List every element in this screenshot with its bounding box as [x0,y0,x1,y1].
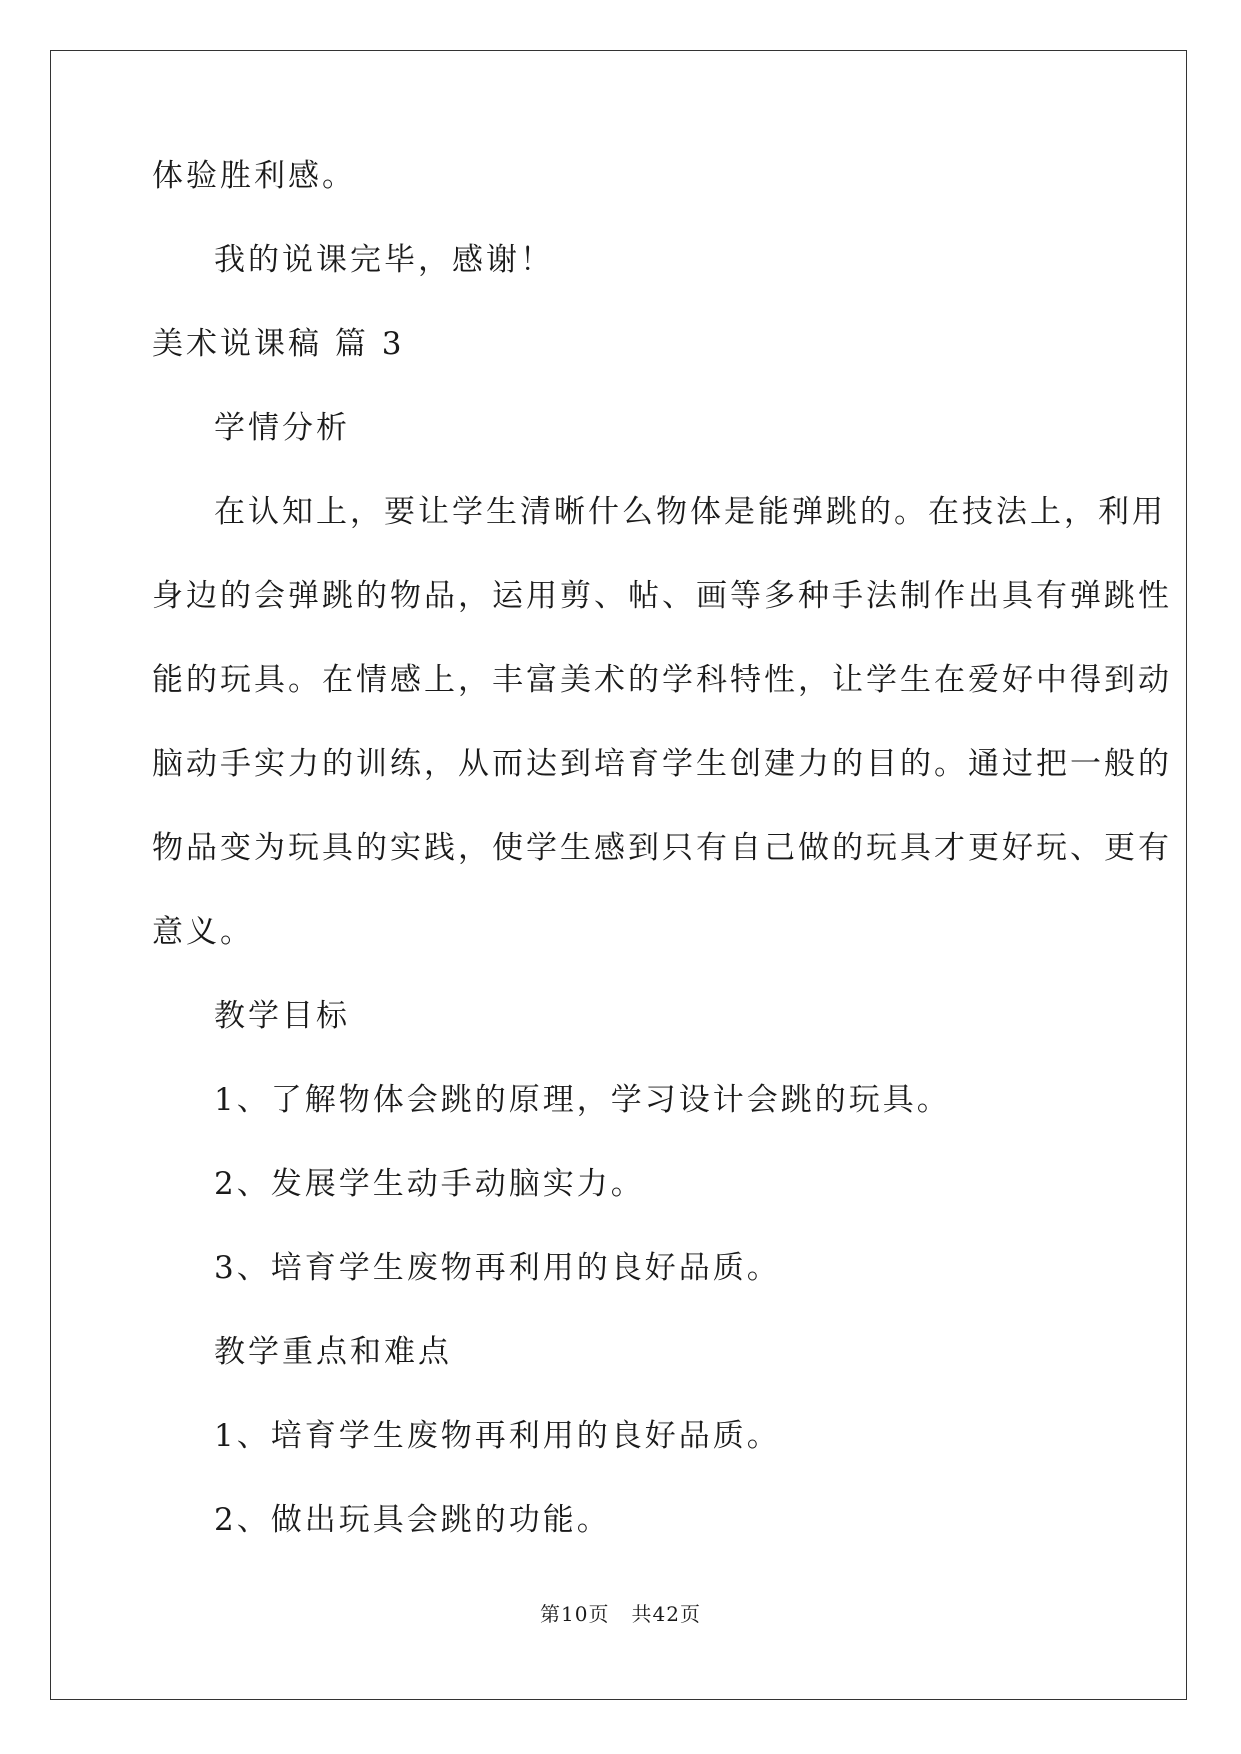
list-item: 2、做出玩具会跳的功能。 [214,1502,611,1538]
page-number-suffix: 页 [588,1602,610,1626]
subheading-key-points: 教学重点和难点 [214,1334,452,1370]
list-item: 2、发展学生动手动脑实力。 [214,1166,645,1202]
section-title: 美术说课稿 篇 3 [152,326,405,362]
subheading-learning-analysis: 学情分析 [214,410,350,446]
list-item: 1、培育学生废物再利用的良好品质。 [214,1418,781,1454]
total-pages: 42 [652,1602,680,1626]
closing-remark: 我的说课完毕，感谢！ [214,242,554,278]
page-number: 10 [561,1602,589,1626]
page-number-prefix: 第 [540,1602,561,1626]
page-footer [0,1600,1241,1628]
paragraph-line: 能的玩具。在情感上，丰富美术的学科特性，让学生在爱好中得到动 [152,662,1172,698]
paragraph-line: 意义。 [152,914,254,950]
list-item: 3、培育学生废物再利用的良好品质。 [214,1250,781,1286]
subheading-teaching-goals: 教学目标 [214,998,350,1034]
total-pages-prefix: 共 [631,1602,653,1626]
paragraph-line: 脑动手实力的训练，从而达到培育学生创建力的目的。通过把一般的 [152,746,1172,782]
list-item: 1、了解物体会跳的原理，学习设计会跳的玩具。 [214,1082,951,1118]
paragraph-line: 物品变为玩具的实践，使学生感到只有自己做的玩具才更好玩、更有 [152,830,1172,866]
text-line: 体验胜利感。 [152,158,356,194]
paragraph-line: 身边的会弹跳的物品，运用剪、帖、画等多种手法制作出具有弹跳性 [152,578,1172,614]
paragraph-line: 在认知上，要让学生清晰什么物体是能弹跳的。在技法上，利用 [214,494,1166,530]
total-pages-suffix: 页 [679,1602,701,1626]
